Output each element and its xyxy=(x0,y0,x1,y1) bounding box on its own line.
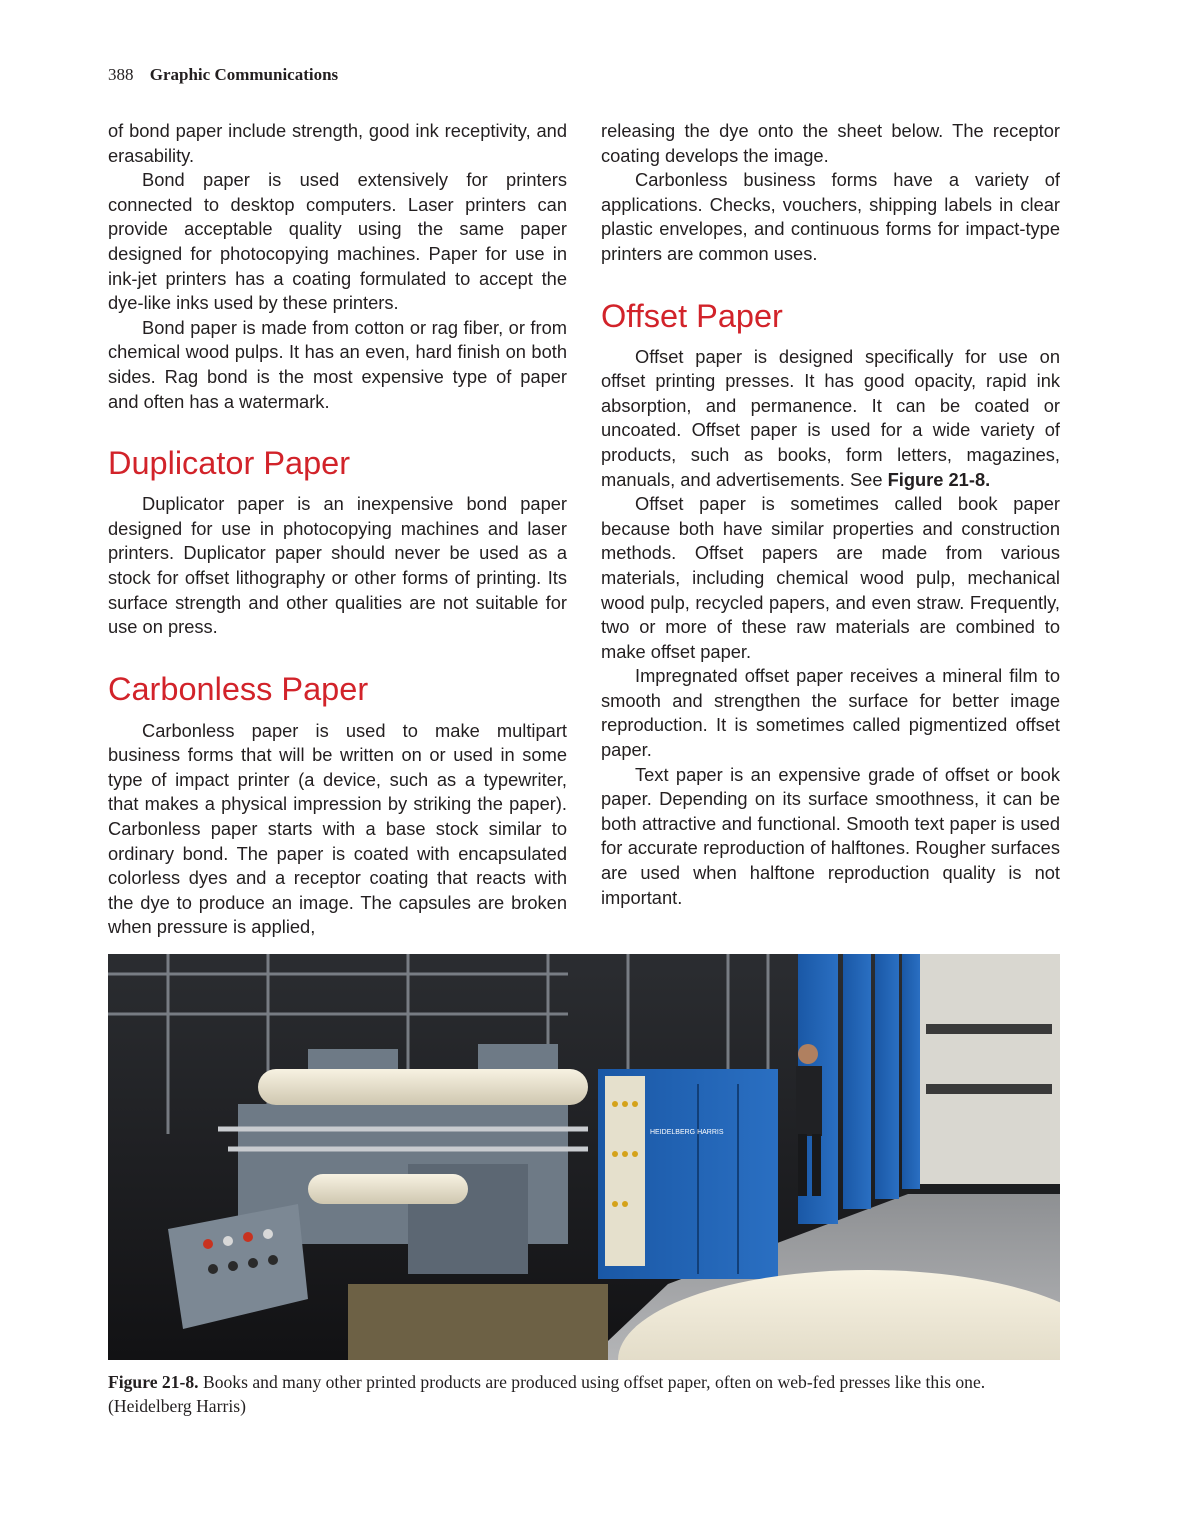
far-machine xyxy=(918,954,1060,1184)
page-number: 388 xyxy=(108,65,134,84)
figure-caption xyxy=(108,1370,1060,1418)
paragraph: Duplicator paper is an inexpensive bond paper designed for use in photocopying machines and laser printers. Duplicator paper should never be used as a stock for offset lithography or other forms of printing. Its surface strength and other qualities are not suitable for use on press. xyxy=(108,493,567,638)
paper-roll xyxy=(258,1069,588,1105)
paragraph: Carbonless paper is used to make multipart business forms that will be written on or used in some type of impact printer (a device, such as a typewriter, that makes a physical impression by striking the paper). Carbonless paper starts with a base stock similar to ordinary bond. The paper is coated with encapsulated colorless dyes and a receptor coating that reacts with the dye to produce an image. The capsules are broken when pressure is applied, xyxy=(108,719,567,938)
paper-roll xyxy=(308,1174,468,1204)
left-column xyxy=(108,119,567,940)
paragraph: Bond paper is used extensively for printers connected to desktop computers. Laser printers can provide acceptable quality using the same paper designed for photocopying machines. Paper for use in ink-jet printers has a coating formulated to accept the dye-like inks used by these printers. xyxy=(108,169,567,314)
right-column xyxy=(601,119,1060,910)
paragraph: releasing the dye onto the sheet below. The receptor coating develops the image. xyxy=(601,120,1060,166)
paragraph xyxy=(601,345,1060,493)
paragraph: Impregnated offset paper receives a mineral film to smooth and strengthen the surface for better image reproduction. It is sometimes called pigmentized offset paper. xyxy=(601,665,1060,761)
paragraph-text: Offset paper is designed specifically for use on offset printing presses. It has good opacity, rapid ink absorption, and permanence. It can be coated or uncoated. Offset paper is used for a wide variety of products, such as books, form letters, magazines, manuals, and advertisements. See xyxy=(601,345,1060,490)
paragraph: Bond paper is made from cotton or rag fiber, or from chemical wood pulps. It has an even, hard finish on both sides. Rag bond is the most expensive type of paper and often has a watermark. xyxy=(108,316,567,412)
caption-text: Books and many other printed products are produced using offset paper, often on web-fed presses like this one. (Heidelberg Harris) xyxy=(108,1372,986,1416)
heading-duplicator-paper: Duplicator Paper xyxy=(108,445,351,482)
caption-label: Figure 21-8. xyxy=(108,1372,199,1392)
paragraph: Offset paper is sometimes called book paper because both have similar properties and construction methods. Offset papers are made from various materials, including chemical wood pulp, mechanical wood pulp, recycled papers, and even straw. Frequently, two or more of these raw materials are combined to make offset paper. xyxy=(601,493,1060,662)
book-title: Graphic Communications xyxy=(149,65,339,84)
heading-carbonless-paper: Carbonless Paper xyxy=(108,670,369,707)
running-head xyxy=(108,64,338,86)
paragraph: Text paper is an expensive grade of offset or book paper. Depending on its surface smoothness, it can be both attractive and functional. Smooth text paper is used for accurate reproduction of halftones. Rougher surfaces are used when halftone reproduction quality is not important. xyxy=(601,763,1060,908)
paragraph: of bond paper include strength, good ink receptivity, and erasability. xyxy=(108,120,567,166)
figure-reference: Figure 21-8. xyxy=(887,468,991,490)
paragraph: Carbonless business forms have a variety of applications. Checks, vouchers, shipping labels in clear plastic envelopes, and continuous forms for impact-type printers are common uses. xyxy=(601,169,1060,264)
heading-offset-paper: Offset Paper xyxy=(601,297,783,334)
figure-photo-web-press xyxy=(108,954,1060,1360)
press-illustration xyxy=(108,954,1060,1360)
press-brand: HEIDELBERG HARRIS xyxy=(650,1129,724,1136)
